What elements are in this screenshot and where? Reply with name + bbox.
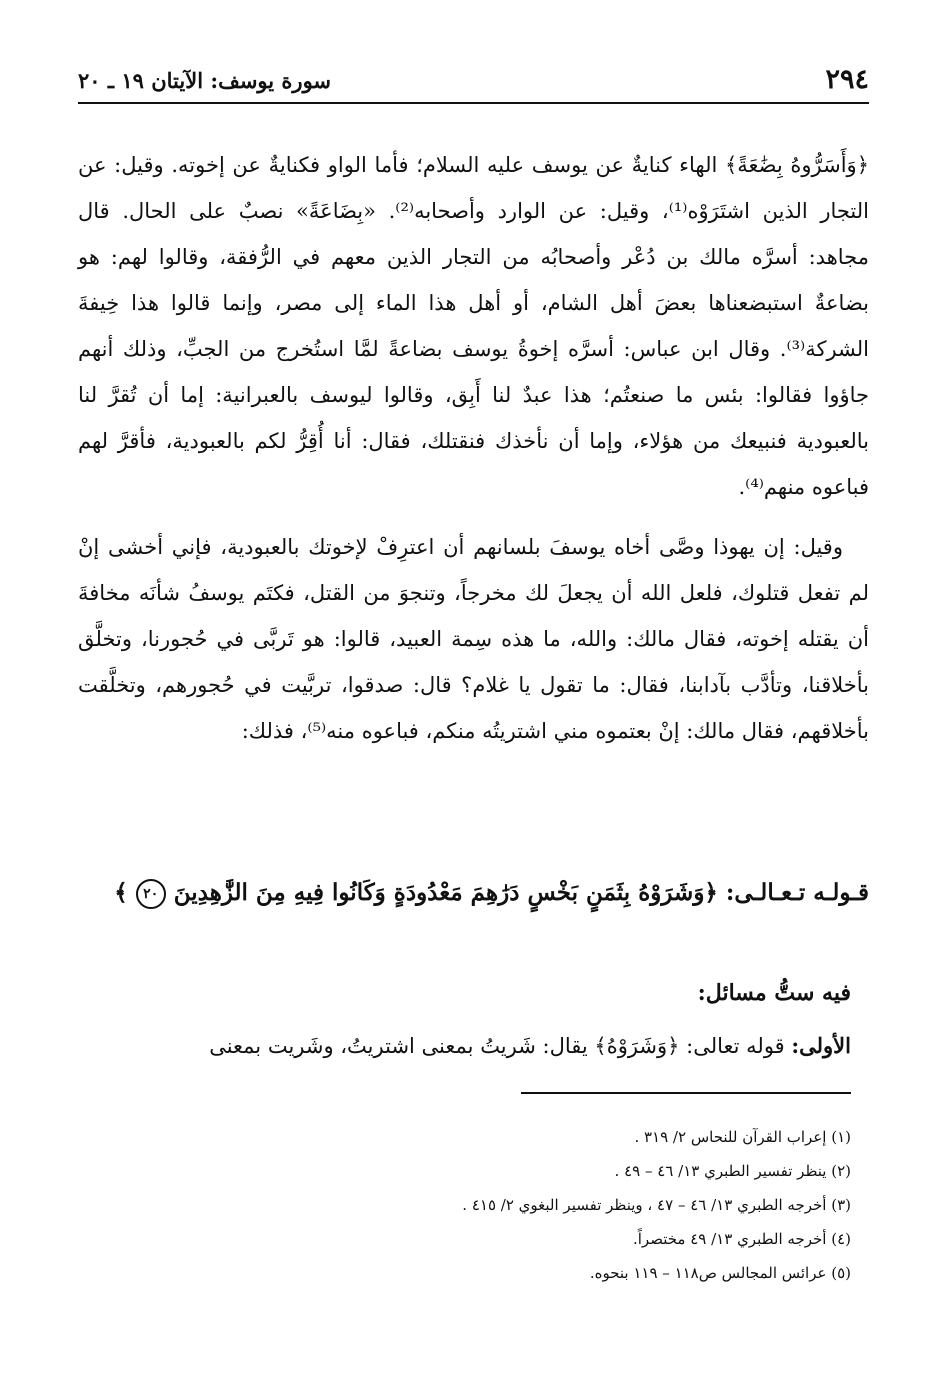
section-heading: فيه ستُّ مسائل: bbox=[697, 980, 851, 1006]
footnote-rule bbox=[521, 1092, 851, 1094]
footnote: (٢) ينظر تفسير الطبري ١٣/ ٤٦ – ٤٩ . bbox=[614, 1162, 851, 1180]
first-issue bbox=[78, 1033, 851, 1058]
first-issue-label: الأولى: bbox=[791, 1033, 851, 1058]
footnotes bbox=[462, 1120, 851, 1290]
first-issue-text: قوله تعالى: ﴿وَشَرَوْهُ﴾ يقال: شَريتُ بمعنى اشتريتُ، وشَريت بمعنى bbox=[209, 1034, 792, 1058]
footnote: (٣) أخرجه الطبري ١٣/ ٤٦ – ٤٧ ، وينظر تفسير البغوي ٢/ ٤١٥ . bbox=[462, 1196, 851, 1214]
header-rule bbox=[78, 102, 869, 104]
verse-close-bracket: ﴾ bbox=[114, 879, 128, 906]
running-title: سورة يوسف: الآيتان ١٩ ـ ٢٠ bbox=[78, 68, 332, 93]
paragraph-1: ﴿وَأَسَرُّوهُ بِضَٰعَةً﴾ الهاء كنايةٌ عن يوسف عليه السلام؛ فأما الواو فكنايةٌ عن إخوته. وقيل: عن التجار الذين اشتَرَوْه⁽¹⁾، وقيل: عن الوارد وأصحابه⁽²⁾. «بِضَاعَةً» نصبٌ على الحال. قال مجاهد: أسرَّه مالك بن دُعْر وأصحابُه من التجار الذين معهم في الرُّفقة، وقالوا لهم: هو بضاعةٌ استبضعناها بعضَ أهل الشام، أو أهل هذا الماء إلى مصر، وإنما قالوا هذا خِيفةَ الشركة⁽³⁾. وقال ابن عباس: أسرَّه إخوةُ يوسف بضاعةً لمَّا استُخرج من الجبِّ، وذلك أنهم جاؤوا فقالوا: بئس ما صنعتُم؛ هذا عبدٌ لنا أَبِق، وقالوا ليوسف بالعبرانية: إما أن تُقرَّ لنا بالعبودية فنبيعك من هؤلاء، وإما أن نأخذك فنقتلك، فقال: أنا أُقِرُّ لكم بالعبودية، فأقرَّ لهم فباعوه منهم⁽⁴⁾. bbox=[78, 153, 869, 499]
paragraph-2: وقيل: إن يهوذا وصَّى أخاه يوسفَ بلسانهم أن اعترِفْ لإخوتك بالعبودية، فإني أخشى إنْ لم تفعل قتلوك، فلعل الله أن يجعلَ لك مخرجاً، وتنجوَ من القتل، فكتَم يوسفُ شأنَه مخافةَ أن يقتله إخوته، فقال مالك: والله، ما هذه سِمة العبيد، قالوا: هو تَربَّى في حُجورنا، وتخلَّق بأخلاقنا، وتأدَّب بآدابنا، فقال: ما تقول يا غلام؟ قال: صدقوا، تربَّيت في حُجورهم، وتخلَّقت بأخلاقهم، فقال مالك: إنْ بعتموه مني اشتريتُه منكم، فباعوه منه⁽⁵⁾، فذلك: bbox=[78, 535, 869, 743]
main-text bbox=[78, 142, 869, 754]
footnote: (١) إعراب القرآن للنحاس ٢/ ٣١٩ . bbox=[634, 1128, 851, 1146]
ayah-number-marker: ٢٠ bbox=[136, 879, 166, 909]
verse-text: قـولـه تـعـالـى: ﴿وَشَرَوْهُ بِثَمَنٍ بَخْسٍ دَرَٰهِمَ مَعْدُودَةٍ وَكَانُوا فِيهِ مِنَ الزَّٰهِدِينَ bbox=[173, 879, 869, 906]
quranic-verse bbox=[78, 866, 869, 920]
page-header bbox=[78, 62, 869, 102]
footnote: (٤) أخرجه الطبري ١٣/ ٤٩ مختصراً. bbox=[632, 1230, 851, 1248]
page-number: ٢٩٤ bbox=[825, 64, 869, 95]
footnote: (٥) عرائس المجالس ص١١٨ – ١١٩ بنحوه. bbox=[589, 1264, 851, 1282]
